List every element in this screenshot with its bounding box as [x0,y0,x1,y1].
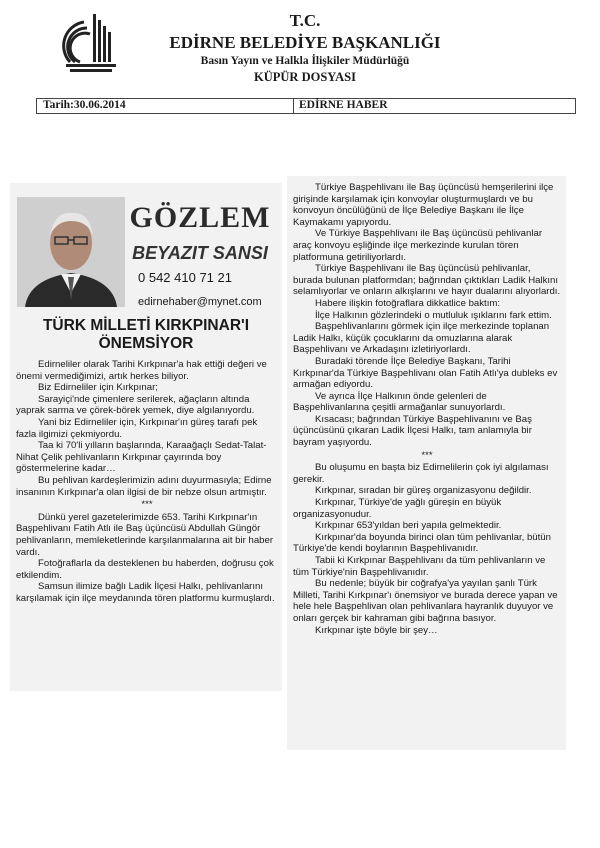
header-department: Basın Yayın ve Halkla İlişkiler Müdürlüğü [200,55,410,67]
section-separator: *** [141,499,153,511]
paragraph: Kırkpınar işte böyle bir şey… [315,624,438,636]
article-body-right [293,182,561,636]
paragraph: Edirneliler olarak Tarihi Kırkpınar'a hak ettiği değeri ve önemi vermediğimizi, artık herkes biliyor. [16,359,267,382]
paragraph: Fotoğraflarla da desteklenen bu haberden, doğrusu çok etkilendim. [16,558,274,581]
paragraph: Bu nedenle; büyük bir coğrafya'ya yayılan şanlı Türk Milleti, Tarihi Kırkpınar'ı önemsiyor ve burada derece yapan ve hele hele Başpehlivan olan pehlivanlara hayranlık duyuyor ve onları gerçek bir kahraman gibi bağrına basıyor. [293,578,558,624]
paragraph: İlçe Halkının gözlerindeki o mutluluk ışıklarını fark ettim. [315,309,552,321]
clipping-right [287,176,566,750]
paragraph: Başpehlivanlarını görmek için ilçe merkezinde toplanan Ladik Halkı, küçük çocuklarını da omuzlarına alarak Başpehlivanı ve Arkadaşını izletiriyorlardı. [293,321,550,356]
paragraph: Kırkpınar, sıradan bir güreş organizasyonu değildir. [315,485,532,497]
info-bar-divider [293,98,294,114]
paragraph: Biz Edirneliler için Kırkpınar; [38,382,158,394]
paragraph: Bu oluşumu en başta biz Edirnelilerin çok iyi algılaması gerekir. [293,462,549,485]
author-photo [17,197,125,307]
article-body-left [16,359,278,604]
paragraph: Kırkpınar, Türkiye'de yağlı güreşin en büyük organizasyonudur. [293,497,502,520]
paragraph: Samsun ilimize bağlı Ladik İlçesi Halkı, pehlivanlarını karşılamak için ilçe meydanında tören platformu kurmuşlardı. [16,581,275,604]
paragraph: Türkiye Başpehlivanı ile Baş üçüncüsü pehlivanlar, burada bulunan platformdan; bağrından çıktıkları Ladik Halkını selamlıyorlar ve onların alkışlarını ve hayır dualarını alıyorlardı. [293,263,561,298]
municipality-logo [62,12,120,74]
paragraph: Ve ayrıca İlçe Halkının önde gelenleri de Başpehlivanlarına çeşitli armağanlar sunuyorlardı. [293,390,506,414]
clip-date: Tarih:30.06.2014 [43,99,126,111]
section-separator: *** [421,449,433,461]
info-bar [36,98,576,114]
author-email: edirnehaber@mynet.com [138,296,262,308]
paragraph: Tabii ki Kırkpınar Başpehlivanı da tüm pehlivanların ve tüm Türkiye'nin Başpehlivanıdır. [293,555,546,578]
paragraph: Sarayiçi'nde çimenlere serilerek, ağaçların altında yaprak sarma ve çörek-börek yemek, diye algılanıyordu. [16,393,255,417]
paragraph: Dünkü yerel gazetelerimizde 653. Tarihi Kırkpınar'ın Başpehlivanı Fatih Atlı ile Baş üçüncüsü Abdullah Güngör pehlivanların, memleketlerinde karşılanmalarına ait bir haber vardı. [16,511,274,558]
header-clipping-file: KÜPÜR DOSYASI [254,70,356,84]
clip-source: EDİRNE HABER [299,99,388,111]
paragraph: Kısacası; bağrından Türkiye Başpehlivanını ve Baş üçüncüsünü çıkaran Ladik İlçesi Halkı, tam anlamıyla bir bayram yaşıyordu. [293,413,532,449]
headline-line-2: ÖNEMSİYOR [98,335,194,352]
headline-line-1: TÜRK MİLLETİ KIRKPINAR'I [42,317,250,334]
header-tc: T.C. [289,11,321,30]
author-phone: 0 542 410 71 21 [138,270,232,285]
column-author: BEYAZIT SANSI [132,243,268,263]
paragraph: Yani biz Edirneliler için, Kırkpınar'ın güreş tarafı pek fazla ilgimizi çekmiyordu. [16,416,258,440]
clipping-left [10,183,282,691]
paragraph: Habere ilişkin fotoğraflara dikkatlice baktım: [315,297,501,309]
paragraph: Türkiye Başpehlivanı ile Baş üçüncüsü hemşerilerini ilçe girişinde karşılamak için konvoylar oluşturmuşlardı ve bu konvoyun öncülüğünü de İlçe Belediye Başkanı ile İlçe Kaymakamı yapıyordu. [293,182,554,228]
paragraph: Bu pehlivan kardeşlerimizin adını duyurmasıyla; Edirne insanının Kırkpınar'a olan ilgisi de bir nebze olsun artmıştır. [16,474,272,498]
article-headline [10,317,282,353]
paragraph: Kırkpınar'da boyunda birinci olan tüm pehlivanlar, bütün Türkiye'de kendi boylarının Başpehlivanıdır. [293,531,551,555]
header-municipality: EDİRNE BELEDİYE BAŞKANLIĞI [169,33,441,52]
paragraph: Taa ki 70'li yılların başlarında, Karaağaçlı Sedat-Talat-Nihat Çelik pehlivanların Kırkpınar çayırında boy göstermelerine kadar… [16,440,267,475]
paragraph: Buradaki törende İlçe Belediye Başkanı, Tarihi Kırkpınar'da Türkiye Başpehlivanı olan Fatih Atlı'ya dubleks ev armağan ediyordu. [293,355,558,391]
paragraph: Ve Türkiye Başpehlivanı ile Baş üçüncüsü pehlivanlar araç konvoyu eşliğinde ilçe merkezinde kurulan tören platformuna getiriliyorlardı. [293,228,543,263]
paragraph: Kırkpınar 653'yıldan beri yapıla gelmektedir. [315,520,502,532]
column-title: GÖZLEM [129,201,271,234]
